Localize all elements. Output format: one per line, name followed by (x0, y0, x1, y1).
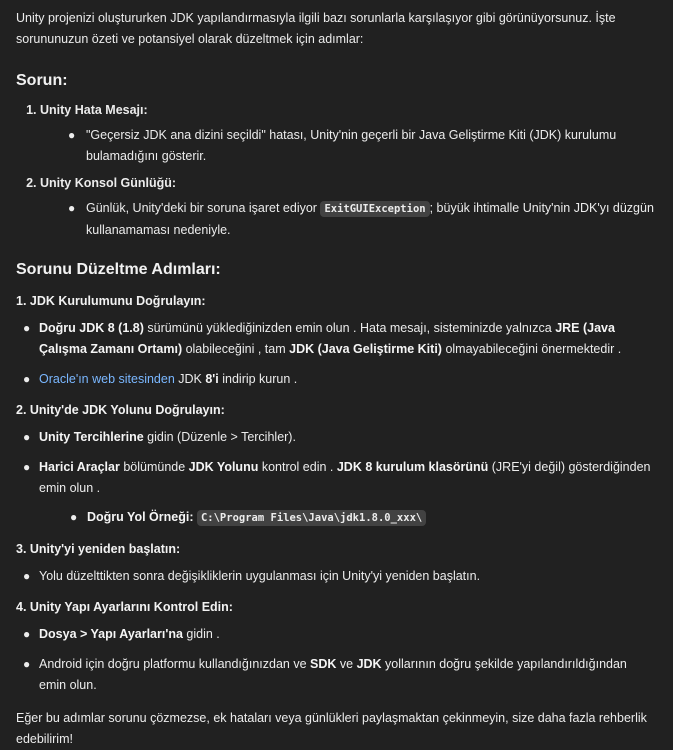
bullet-icon: ● (68, 128, 76, 142)
bullet-icon: ● (23, 372, 31, 386)
bullet-icon: ● (23, 430, 31, 444)
bullet-icon: ● (23, 321, 31, 335)
problem-item (40, 100, 657, 167)
intro-paragraph: Unity projenizi oluştururken JDK yapılandırmasıyla ilgili bazı sorunlarla karşılaşıyor gibi görünüyorsunuz. İşte sorununuzun özeti ve potansiyel olarak düzeltmek için adımlar: (16, 11, 616, 46)
fix-heading: Sorunu Düzeltme Adımları: (16, 261, 221, 278)
bullet-icon: ● (23, 569, 31, 583)
problem-heading: Sorun: (16, 72, 68, 89)
bullet-icon: ● (23, 657, 31, 671)
list-item: ● "Geçersiz JDK ana dizini seçildi" hatası, Unity'nin geçerli bir Java Geliştirme Kiti (JDK) kurulumu bulamadığını gösterir. (62, 125, 657, 167)
step-title: 4. Unity Yapı Ayarlarını Kontrol Edin: (16, 600, 233, 614)
problem-item (40, 173, 657, 241)
inline-code: ExitGUIException (320, 201, 429, 217)
list-item: ● Günlük, Unity'deki bir soruna işaret ediyor ExitGUIException ; büyük ihtimalle Unity'nin JDK'yı düzgün kullanamaması nedeniyle. (62, 198, 657, 241)
list-item: ● Yolu düzelttikten sonra değişikliklerin uygulanması için Unity'yi yeniden başlatın. (16, 566, 657, 587)
outro-paragraph: Eğer bu adımlar sorunu çözmezse, ek hataları veya günlükleri paylaşmaktan çekinmeyin, size daha fazla rehberlik edebilirim! (16, 711, 647, 746)
list-item: ● Dosya > Yapı Ayarları'na gidin . (16, 624, 657, 645)
list-item: ● Doğru Yol Örneği: C:\Program Files\Java\jdk1.8.0_xxx\ (63, 507, 657, 529)
list-item: ● Harici Araçlar bölümünde JDK Yolunu kontrol edin . JDK 8 kurulum klasörünü (JRE'yi değil) gösterdiğinden emin olun . ● Doğru Yol Örneği: C:\Program Files\Java\jdk1.8.0_xxx\ (16, 457, 657, 529)
step-list (16, 318, 657, 390)
bullet-icon: ● (23, 627, 31, 641)
list-item: ● Doğru JDK 8 (1.8) sürümünü yüklediğinizden emin olun . Hata mesajı, sisteminizde yalnızca JRE (Java Çalışma Zamanı Ortamı) olabileceğini , tam JDK (Java Geliştirme Kiti) olmayabileceğini önermektedir . (16, 318, 657, 360)
problem-list (16, 100, 657, 241)
step-title: 3. Unity'yi yeniden başlatın: (16, 542, 181, 556)
list-item: ● Unity Tercihlerine gidin (Düzenle > Tercihler). (16, 427, 657, 448)
problem-item-title: Unity Konsol Günlüğü: (40, 176, 177, 190)
list-item: ● Oracle'ın web sitesinden JDK 8'i indirip kurun . (16, 369, 657, 390)
step-title: 1. JDK Kurulumunu Doğrulayın: (16, 294, 206, 308)
problem-item-title: Unity Hata Mesajı: (40, 103, 148, 117)
bullet-icon: ● (68, 201, 76, 215)
bullet-icon: ● (70, 510, 78, 524)
step-list (16, 427, 657, 529)
oracle-link[interactable]: Oracle'ın web sitesinden (39, 372, 175, 386)
step-list (16, 624, 657, 696)
inline-code: C:\Program Files\Java\jdk1.8.0_xxx\ (197, 510, 426, 526)
step-list (16, 566, 657, 587)
bullet-icon: ● (23, 460, 31, 474)
step-title: 2. Unity'de JDK Yolunu Doğrulayın: (16, 403, 225, 417)
list-item: ● Android için doğru platformu kullandığınızdan ve SDK ve JDK yollarının doğru şekilde yapılandırıldığından emin olun. (16, 654, 657, 696)
